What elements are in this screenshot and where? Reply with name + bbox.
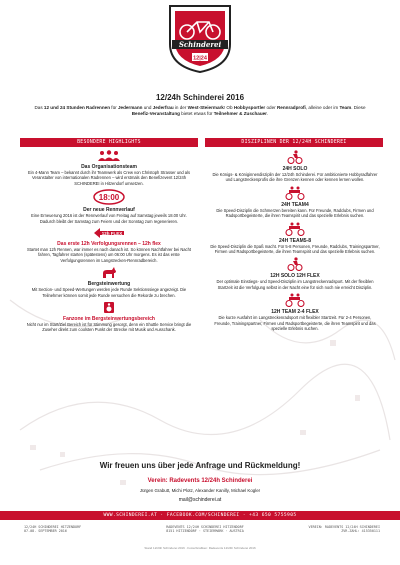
- closing-headline: Wir freuen uns über jede Anfrage und Rückmeldung!: [99, 461, 301, 470]
- discipline-title: 12H SOLO 12H FLEX: [270, 273, 320, 280]
- highlight-item: [24, 227, 194, 263]
- discipline-text: Die kurze Ausfahrt im Langstreckenradsport mit flexibler Startzeit. Für 2-4 Personen, Freunde, Trainingspartner, Firmen und Radsportbegeisterte, die ihren Teamspirit und das spezielle Erlebnis suchen.: [214, 315, 376, 332]
- discipline-item: [210, 293, 380, 331]
- discipline-item: [210, 222, 380, 255]
- page-title: 12/24h Schinderei 2016: [155, 93, 245, 102]
- cyclist-solo-icon: [287, 150, 303, 164]
- team-icon: [97, 150, 121, 162]
- svg-text:18:00: 18:00: [98, 193, 120, 203]
- highlight-title: Das Organisationsteam: [81, 164, 137, 170]
- highlight-item: [24, 301, 194, 333]
- highlight-title: Das erste 12h Verfolgungsrennen – 12h flex: [57, 241, 161, 248]
- highlight-title: Fanzone im Bergsteinwertungsbereich: [63, 316, 155, 323]
- verein-name: Verein: Radevents 12/24h Schinderei: [147, 478, 253, 484]
- discipline-text: Die Speed-Disziplin die Schmerzen bereiten kann. Für Freunde, Radclubs, Firmen und Radsportbegeisterte, die ihren Teamspirit und das spezielle Erlebnis suchen.: [216, 207, 374, 219]
- discipline-item: [210, 150, 380, 183]
- discipline-item: [210, 257, 380, 290]
- highlight-item: [24, 150, 194, 186]
- speaker-icon: [102, 301, 116, 314]
- footer-address: RADEVENTS 12/24H SCHINDEREI HITZENDORF 8151 HITZENDORF · STEIERMARK · AUSTRIA: [166, 525, 244, 534]
- highlight-text: Startet man 12h Rennen, war immer es nach danach ist. So können Nachtfahrer bei Nacht fahren, Tagfahrer starten (spätestens) um 06:00 Uhr morgens. Es ist das erste Verfolgungsrennen im Langstrecken-Rennradbereich.: [26, 247, 192, 263]
- footer-event-info: 12/24H SCHINDEREI HITZENDORF 07-08. SEPTEMBER 2016: [24, 525, 82, 534]
- disciplines-column: [210, 150, 380, 334]
- cyclist-solo-icon: [287, 257, 303, 271]
- cyclist-team-icon: [284, 222, 306, 236]
- contact-email[interactable]: mail@schinderei.at: [178, 497, 222, 503]
- disciplines-header: DISZIPLINEN DER 12/24H SCHINDEREI: [205, 138, 383, 147]
- mountain-goat-icon: [100, 266, 118, 279]
- footer-registry: VEREIN: RADEVENTS 12/24H SCHINDEREI ZVR-ZAHL: 415350111: [308, 525, 380, 534]
- discipline-text: Der optimale Einstiegs- und Speed-Disziplin im Langstreckenradsport. Mit der flexiblen Startzeit ist die Verfolgung selbst in der Nacht eine für sich noch nie erreicht Disziplin.: [216, 279, 374, 290]
- highlights-column: [24, 150, 194, 336]
- svg-text:Schinderei: Schinderei: [178, 40, 222, 49]
- cyclist-team-icon: [284, 293, 306, 307]
- footer-contact-bar[interactable]: WWW.SCHINDEREI.AT · FACEBOOK.COM/SCHINDEREI · +43 650 5755905: [0, 511, 400, 520]
- highlight-text: Nicht nur im Start/Ziel Bereich ist für Stimmung gesorgt, denn ein Shuttle Service bringt die Zuseher direkt zum coolsten Punkt der Strecke mit Musik und Ausschank.: [26, 322, 192, 333]
- svg-text:12|24: 12|24: [193, 55, 207, 62]
- discipline-title: 24H TEAM5-8: [279, 237, 311, 244]
- discipline-title: 12H TEAM 2-4 FLEX: [271, 309, 319, 316]
- highlight-title: Bergsteinwertung: [87, 281, 131, 288]
- discipline-item: [210, 186, 380, 219]
- flex-12h-icon: [92, 227, 126, 239]
- discipline-title: 24H TEAM4: [281, 201, 309, 208]
- highlight-text: Eine Erneuerung 2016 ist der Rennverlauf von Freitag auf Samstag jeweils 18.00 Uhr. Dadurch bleibt der Samstag zum Feiern und der Sonntag zum regenerieren.: [31, 213, 187, 224]
- cyclist-team-icon: [284, 186, 306, 200]
- organizer-names: Jürgen Grabutt, Michi Plotz, Alexander Kanilly, Michael Kogler: [139, 488, 261, 493]
- highlight-item: [24, 189, 194, 224]
- schinderei-logo: [168, 4, 232, 74]
- intro-paragraph: Das 12 und 24 Stunden Radrennen für Jedermann und Jederfrau in der West-Steiermark! Ob Hobbysportler oder Rennradprofi, alleine oder im Team. Diese Benefiz-Veranstaltung bietet etwas für Teilnehmer & Zuschauer.: [34, 105, 366, 116]
- discipline-text: Die Königs- & Königinnendisziplin der 12/24h Schinderei. Für ambitionierte Hobbyradfahrer und Langstreckenprofis die ihre Grenzen kennen oder kennen lernen wollen.: [212, 172, 378, 183]
- highlight-text: Ein 4-Mann Team – bekannt durch ihr Teamwerk als Crew von Christoph Strasser und als Veranstalter von internationalen Radrennen – wird erstmals den Benefizevent 12/24h SCHINDEREI in Hitzendorf umsetzen.: [27, 170, 191, 186]
- fine-print: Stand 12/24h Schinderei 2016 · Fotos/Grafiken: Radevents 12/24h Schinderei 2016: [144, 546, 256, 550]
- highlight-item: [24, 266, 194, 298]
- discipline-text: Die Speed-Disziplin die Spaß macht. Für 5-8 Personen, Freunde, Radclubs, Trainingspartner, Firmen und Radsportbegeisterte, die ihren Teamspirit und das spezielle Erlebnis suchen.: [210, 243, 380, 255]
- svg-text:12h FLEX: 12h FLEX: [101, 230, 123, 236]
- highlight-text: Mit Section- und Speed-Wertungen werden jede Runde Sektionssiege angezeigt. Die Teilnehmer können somit jede Runde versuchen die Rekorde zu brechen.: [31, 287, 187, 298]
- highlight-title: Der neue Rennverlauf: [83, 207, 135, 214]
- highlights-header: BESONDERE HIGHLIGHTS: [20, 138, 198, 147]
- discipline-title: 24H SOLO: [282, 166, 308, 172]
- clock-18-icon: [92, 189, 126, 205]
